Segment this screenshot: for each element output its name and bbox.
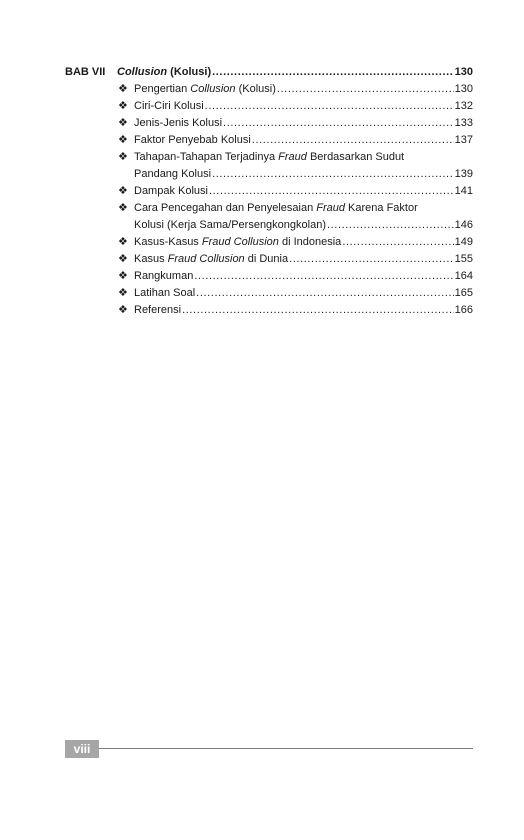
diamond-bullet-icon: ❖ — [118, 202, 128, 214]
dot-leader — [209, 183, 454, 199]
dot-leader — [342, 234, 453, 250]
toc-entries — [117, 81, 473, 319]
dot-leader — [182, 302, 454, 318]
toc-entry — [117, 268, 473, 285]
toc-entry — [117, 149, 473, 183]
entry-title: Pandang Kolusi — [134, 168, 212, 180]
chapter-heading — [65, 64, 473, 80]
entry-title: Pengertian Collusion (Kolusi) — [134, 83, 276, 95]
entry-page: 132 — [454, 100, 473, 112]
entry-page: 166 — [454, 304, 473, 316]
entry-title: Kolusi (Kerja Sama/Persengkongkolan) — [134, 219, 326, 231]
entry-title: Kasus-Kasus Fraud Collusion di Indonesia — [134, 236, 342, 248]
chapter-title-row — [117, 64, 473, 80]
toc-entry — [117, 234, 473, 251]
toc-entry — [117, 98, 473, 115]
diamond-bullet-icon: ❖ — [118, 270, 128, 282]
dot-leader — [196, 285, 453, 301]
entry-title: Faktor Penyebab Kolusi — [134, 134, 251, 146]
toc-entry — [117, 183, 473, 200]
toc-entry — [117, 115, 473, 132]
toc-entry — [117, 285, 473, 302]
entry-page: 155 — [454, 253, 473, 265]
entry-page: 130 — [454, 83, 473, 95]
dot-leader — [223, 115, 454, 131]
entry-page: 149 — [454, 236, 473, 248]
diamond-bullet-icon: ❖ — [118, 287, 128, 299]
diamond-bullet-icon: ❖ — [118, 253, 128, 265]
entry-title: Ciri-Ciri Kolusi — [134, 100, 204, 112]
diamond-bullet-icon: ❖ — [118, 151, 128, 163]
dot-leader — [277, 81, 454, 97]
diamond-bullet-icon: ❖ — [118, 134, 128, 146]
entry-title: Kasus Fraud Collusion di Dunia — [134, 253, 289, 265]
diamond-bullet-icon: ❖ — [118, 236, 128, 248]
entry-title-line1: Tahapan-Tahapan Terjadinya Fraud Berdasarkan Sudut — [134, 151, 405, 163]
entry-title: Referensi — [134, 304, 182, 316]
dot-leader — [289, 251, 454, 267]
entry-page: 141 — [454, 185, 473, 197]
entry-title: Latihan Soal — [134, 287, 196, 299]
diamond-bullet-icon: ❖ — [118, 83, 128, 95]
footer-rule — [99, 748, 473, 749]
dot-leader — [205, 98, 454, 114]
dot-leader — [327, 217, 454, 233]
diamond-bullet-icon: ❖ — [118, 304, 128, 316]
chapter-page: 130 — [454, 66, 473, 78]
page-footer — [65, 740, 473, 758]
entry-title-line1: Cara Pencegahan dan Penyelesaian Fraud Karena Faktor — [134, 202, 418, 214]
dot-leader — [212, 166, 454, 182]
entry-page: 133 — [454, 117, 473, 129]
entry-title: Jenis-Jenis Kolusi — [134, 117, 223, 129]
dot-leader — [194, 268, 453, 284]
entry-page: 165 — [454, 287, 473, 299]
dot-leader — [212, 64, 454, 80]
page-number: viii — [65, 740, 99, 758]
toc-entry — [117, 81, 473, 98]
entry-page: 137 — [454, 134, 473, 146]
entry-page: 146 — [454, 219, 473, 231]
diamond-bullet-icon: ❖ — [118, 185, 128, 197]
diamond-bullet-icon: ❖ — [118, 100, 128, 112]
diamond-bullet-icon: ❖ — [118, 117, 128, 129]
toc-entry — [117, 251, 473, 268]
chapter-title: Collusion (Kolusi) — [117, 66, 212, 78]
toc-entry — [117, 200, 473, 234]
entry-title: Rangkuman — [134, 270, 194, 282]
entry-page: 164 — [454, 270, 473, 282]
dot-leader — [252, 132, 454, 148]
toc-entry — [117, 302, 473, 319]
entry-title: Dampak Kolusi — [134, 185, 208, 197]
toc-entry — [117, 132, 473, 149]
chapter-number: BAB VII — [65, 66, 106, 78]
entry-page: 139 — [454, 168, 473, 180]
